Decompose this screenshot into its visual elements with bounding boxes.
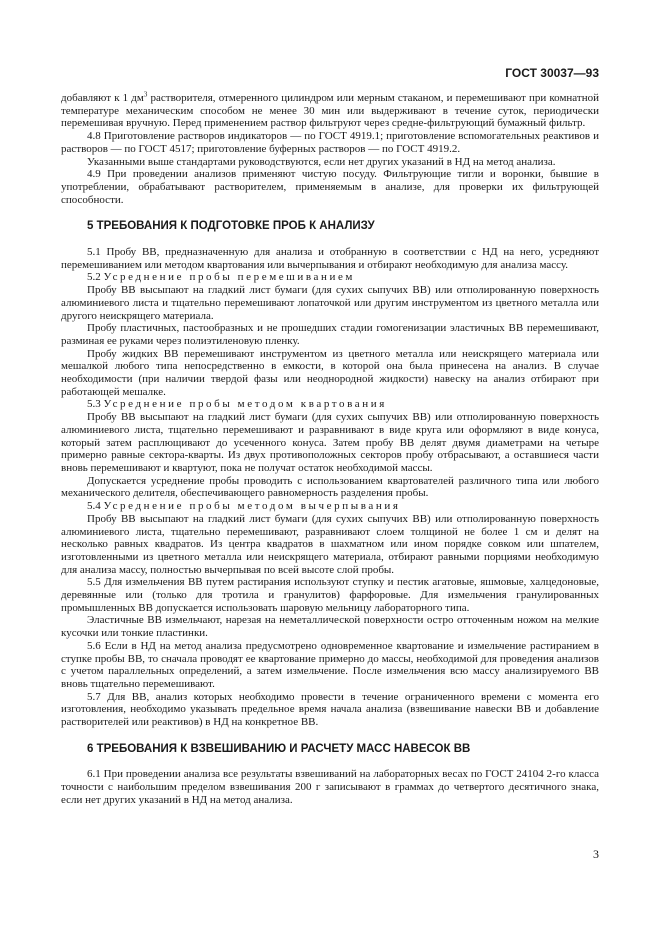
- paragraph-5-3a: Пробу ВВ высыпают на гладкий лист бумаги (для сухих сыпучих ВВ) или отполированную поверхность алюминиевого листа, тщательно перемешивают и разравнивают в виде круга или оформляют в виде конуса, который затем расплющивают до усеченного конуса. Затем пробу ВВ делят двумя диаметрами на четыре примерно равные сектора-кварты. Из двух противоположных секторов пробу отбрасывают, а оставшиеся части вновь перемешивают и квартуют, пока не получат остаток необходимой массы.: [61, 411, 599, 474]
- page-number: 3: [593, 847, 599, 861]
- paragraph-intro: [61, 92, 599, 130]
- paragraph-5-4-heading: [61, 500, 599, 513]
- paragraph-6-1: 6.1 При проведении анализа все результаты взвешиваний на лабораторных весах по ГОСТ 24104 2-го класса точности с наибольшим пределом взвешивания 200 г записывают в граммах до четвертого десятичного знака, если нет других указаний в НД на метод анализа.: [61, 768, 599, 806]
- intro-superscript: 3: [143, 90, 148, 99]
- clause-title: Усреднение пробы перемешиванием: [103, 271, 355, 284]
- paragraph-4-8-note: Указанными выше стандартами руководствуются, если нет других указаний в НД на метод анализа.: [87, 155, 556, 168]
- paragraph-5-7: 5.7 Для ВВ, анализ которых необходимо провести в течение ограниченного времени с момента его изготовления, необходимо указывать предельное время начала анализа (взвешивание навески ВВ и добавление растворителей или реактивов) в НД на конкретное ВВ.: [61, 690, 599, 729]
- document-header: ГОСТ 30037—93: [505, 66, 599, 80]
- page-content: [61, 92, 599, 807]
- paragraph-5-5b: Эластичные ВВ измельчают, нарезая на неметаллической поверхности остро отточенным ножом на мелкие кусочки или тонкие пластинки.: [61, 614, 599, 640]
- paragraph-5-3-heading: [61, 398, 599, 411]
- paragraph-5-2-heading: [61, 271, 599, 284]
- paragraph-4-8: 4.8 Приготовление растворов индикаторов — по ГОСТ 4919.1; приготовление вспомогательных реактивов и растворов — по ГОСТ 4517; приготовление буферных растворов — по ГОСТ 4919.2.: [61, 130, 599, 155]
- paragraph-5-1: 5.1 Пробу ВВ, предназначенную для анализа и отобранную в соответствии с НД на него, усредняют перемешиванием или методом квартования или вычерпывания и отбирают необходимую для анализа массу.: [61, 246, 599, 271]
- intro-text-b: растворителя, отмеренного цилиндром или мерным стаканом, и перемешивают при комнатной температуре механическим способом не менее 30 мин или выдерживают в течение суток, периодически перемешивая вручную. Перед применением раствор фильтруют через средне-фильтрующий бумажный фильтр.: [61, 92, 599, 130]
- paragraph-5-2a: Пробу ВВ высыпают на гладкий лист бумаги (для сухих сыпучих ВВ) или отполированную поверхность алюминиевого листа и тщательно перемешивают лопаточкой или другим инструментом из цветного металла или другого неискрящего материала.: [61, 284, 599, 322]
- paragraph-5-6: 5.6 Если в НД на метод анализа предусмотрено одновременное квартование и измельчение растиранием в ступке пробы ВВ, то сначала проводят ее квартование примерно до массы, необходимой для проведения анализов с учетом параллельных определений, а затем измельчение. После измельчения всю массу анализируемого ВВ вновь тщательно перемешивают.: [61, 639, 599, 690]
- clause-number: 5.2: [87, 271, 104, 284]
- clause-number: 5.4: [87, 500, 104, 513]
- paragraph-5-2c: Пробу жидких ВВ перемешивают инструментом из цветного металла или неискрящего материала или мешалкой любого типа непосредственно в емкости, в которой она была принесена на анализ. В случае необходимости (при наличии твердой фазы или неоднородной жидкости) навеску на анализ отбирают при работающей мешалке.: [61, 347, 599, 398]
- paragraph-4-9: 4.9 При проведении анализов применяют чистую посуду. Фильтрующие тигли и воронки, бывшие в употреблении, обрабатывают растворителем, применяемым в анализе, для проверки их фильтрующей способности.: [61, 168, 599, 206]
- paragraph-5-3b: Допускается усреднение пробы проводить с использованием квартователей различного типа или любого механического делителя, обеспечивающего равномерность разделения пробы.: [61, 474, 599, 500]
- clause-title: Усреднение пробы методом вычерпывания: [103, 500, 401, 513]
- clause-title: Усреднение пробы методом квартования: [103, 398, 387, 411]
- paragraph-5-4a: Пробу ВВ высыпают на гладкий лист бумаги (для сухих сыпучих ВВ) или отполированную поверхность алюминиевого листа, тщательно перемешивают, разравнивают слоем толщиной не более 1 см и делят на несколько равных квадратов. Из центра квадратов в шахматном или ином порядке совком или шпателем, изготовленными из цветного металла или неискрящего материала, отбирают равными порциями необходимую для анализа массу, полностью вычерпывая по всей высоте слой пробы.: [61, 512, 599, 576]
- paragraph-5-5a: 5.5 Для измельчения ВВ путем растирания используют ступку и пестик агатовые, яшмовые, халцедоновые, деревянные или (только для тротила и гранулитов) фарфоровые. Для измельчения гранулированных промышленных ВВ допускается использовать шаровую мельницу лабораторного типа.: [61, 576, 599, 614]
- paragraph-5-2b: Пробу пластичных, пастообразных и не прошедших стадии гомогенизации эластичных ВВ перемешивают, разминая ее руками через полиэтиленовую пленку.: [61, 322, 599, 347]
- clause-number: 5.3: [87, 398, 104, 411]
- section-5-title: 5 ТРЕБОВАНИЯ К ПОДГОТОВКЕ ПРОБ К АНАЛИЗУ: [87, 220, 375, 233]
- intro-text-a: добавляют к 1 дм: [61, 92, 144, 104]
- section-6-title: 6 ТРЕБОВАНИЯ К ВЗВЕШИВАНИЮ И РАСЧЕТУ МАСС НАВЕСОК ВВ: [87, 742, 471, 755]
